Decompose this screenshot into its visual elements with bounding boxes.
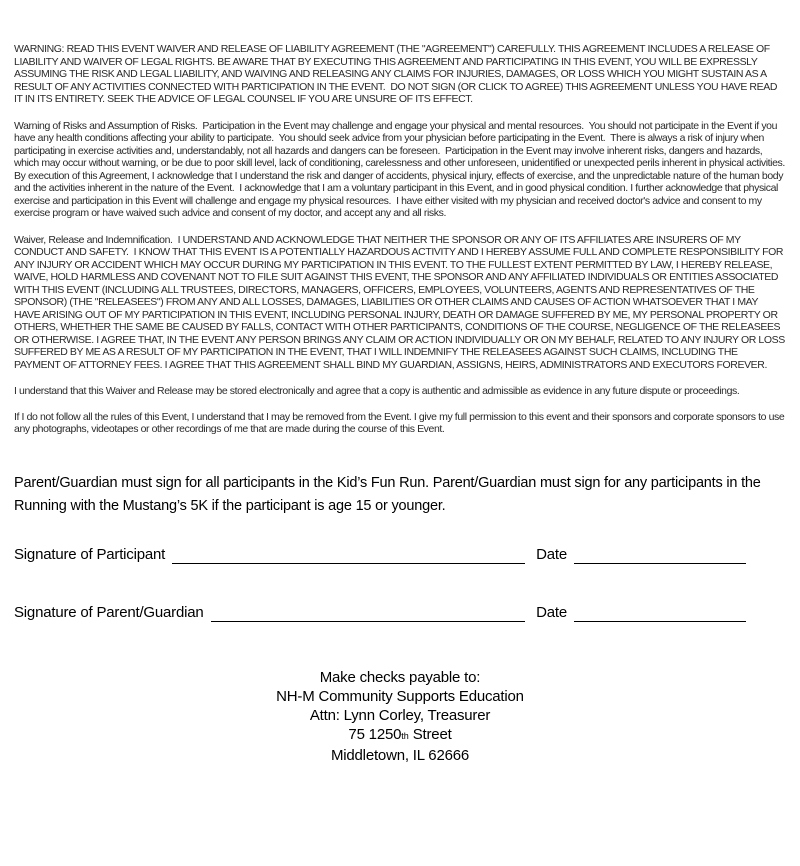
participant-date-line[interactable] bbox=[574, 548, 746, 564]
participant-signature-label: Signature of Participant bbox=[14, 545, 166, 563]
release-indemnification-paragraph: Waiver, Release and Indemnification. I UNDERSTAND AND ACKNOWLEDGE THAT NEITHER THE SPONSOR OR ANY OF ITS AFFILIATES ARE INSURERS OF MY CONDUCT AND SAFETY. I KNOW THAT THIS EVENT IS A POTENTIALLY HAZARDOUS ACTIVITY AND I HEREBY ASSUME FULL AND COMPLETE RESPONSIBILITY FOR ANY INJURY OR ACCIDENT WHICH MAY OCCUR DURING MY PARTICIPATION IN THIS EVENT. TO THE FULLEST EXTENT PERMITTED BY LAW, I HEREBY RELEASE, WAIVE, HOLD HARMLESS AND COVENANT NOT TO FILE SUIT AGAINST THIS EVENT, THE SPONSOR AND ANY AFFILIATED INDIVIDUALS OR ENTITIES ASSOCIATED WITH THIS EVENT (INCLUDING ALL TRUSTEES, DIRECTORS, MANAGERS, OFFICERS, EMPLOYEES, VOLUNTEERS, AGENTS AND REPRESENTATIVES OF THE SPONSOR) (THE "RELEASEES") FROM ANY AND ALL LOSSES, DAMAGES, LIABILITIES OR OTHER CLAIMS AND CAUSES OF ACTION WHATSOEVER THAT I MAY HAVE ARISING OUT OF MY PARTICIPATION IN THIS EVENT, INCLUDING PERSONAL INJURY, DEATH OR DAMAGE SUFFERED BY ME, MY PERSONAL PROPERTY OR OTHERS, WHETHER THE SAME BE CAUSED BY FALLS, CONTACT WITH OTHER PARTICIPANTS, CONDITIONS OF THE COURSE, NEGLIGENCE OF THE RELEASEES OR OTHERWISE. I AGREE THAT, IN THE EVENT ANY PERSON BRINGS ANY CLAIM OR ACTION INDIVIDUALLY OR ON MY BEHALF, RELATED TO ANY INJURY OR LOSS SUFFERED BY ME AS A RESULT OF MY PARTICIPATION IN THE EVENT, THAT I WILL INDEMNIFY THE RELEASEES AGAINST SUCH CLAIMS, INCLUDING THE PAYMENT OF ATTORNEY FEES. I AGREE THAT THIS AGREEMENT SHALL BIND MY GUARDIAN, ASSIGNS, HEIRS, ADMINISTRATORS AND EXECUTORS FOREVER. bbox=[14, 233, 788, 371]
electronic-storage-paragraph: I understand that this Waiver and Release may be stored electronically and agree that a copy is authentic and admissible as evidence in any future dispute or proceedings. bbox=[14, 385, 740, 397]
participant-date-label: Date bbox=[536, 545, 567, 563]
risks-assumption-paragraph: Warning of Risks and Assumption of Risks. Participation in the Event may challenge and engage your physical and mental resources. You should not participate in the Event if you have any health conditions affecting your ability to participate. You should seek advice from your physician before participating in the Event. There is always a risk of injury when participating in exercise activities and, understandably, not all hazards and dangers can be foreseen. Participation in the Event may involve inherent risks, dangers and hazards, which may occur without warning, or be due to poor skill level, lack of conditioning, carelessness and other unforeseen, unidentified or unexpected perils inherent in physical activities. By execution of this Agreement, I acknowledge that I understand the risk and danger of accidents, physical injury, effects of exercise, and the unpredictable nature of the human body and the activities inherent in the nature of the Event. I acknowledge that I am a voluntary participant in this Event, and in good physical condition. I further acknowledge that physical exercise and participation in this Event will challenge and engage my physical resources. I have either visited with my physician and received doctor's advice and consent to my exercise program or have waived such advice and consent of my doctor, and accept any and all risks. bbox=[14, 119, 790, 219]
rules-media-paragraph: If I do not follow all the rules of this Event, I understand that I may be removed from the Event. I give my full permission to this event and their sponsors and corporate sponsors to use any photographs, videotapes or other recordings of me that are made during the course of this Event. bbox=[14, 410, 787, 435]
payee-name: NH-M Community Supports Education bbox=[276, 687, 524, 705]
participant-signature-line[interactable] bbox=[172, 548, 525, 564]
payment-instructions bbox=[14, 668, 786, 765]
checks-payable-heading: Make checks payable to: bbox=[319, 668, 481, 686]
warning-paragraph: WARNING: READ THIS EVENT WAIVER AND RELEASE OF LIABILITY AGREEMENT (THE "AGREEMENT") CAREFULLY. THIS AGREEMENT INCLUDES A RELEASE OF LIABILITY AND WAIVER OF LEGAL RIGHTS. BE AWARE THAT BY EXECUTING THIS AGREEMENT AND PARTICIPATING IN THIS EVENT, YOU WILL BE EXPRESSLY ASSUMING THE RISK AND LEGAL LIABILITY, AND WAIVING AND RELEASING ANY CLAIMS FOR INJURIES, DAMAGES, OR LOSS WHICH YOU MIGHT SUSTAIN AS A RESULT OF ANY ACTIVITIES CONNECTED WITH PARTICIPATION IN THE EVENT. DO NOT SIGN (OR CLICK TO AGREE) THIS AGREEMENT UNLESS YOU HAVE READ IT IN ITS ENTIRETY. SEEK THE ADVICE OF LEGAL COUNSEL IF YOU ARE UNSURE OF ITS EFFECT. bbox=[14, 43, 780, 105]
guardian-signature-row bbox=[14, 604, 746, 622]
city-state-zip-line: Middletown, IL 62666 bbox=[330, 746, 470, 764]
guardian-date-label: Date bbox=[536, 603, 567, 621]
street-address-line bbox=[14, 725, 786, 746]
street-name: Street bbox=[408, 725, 452, 743]
street-number: 75 1250 bbox=[348, 725, 402, 743]
attn-line: Attn: Lynn Corley, Treasurer bbox=[309, 706, 491, 724]
guardian-signature-label: Signature of Parent/Guardian bbox=[14, 603, 204, 621]
guardian-signing-note: Parent/Guardian must sign for all participants in the Kid’s Fun Run. Parent/Guardian must sign for any participants in the Running with the Mustang’s 5K if the participant is age 15 or younger. bbox=[14, 474, 765, 514]
street-ordinal-suffix: th bbox=[401, 730, 409, 741]
guardian-date-line[interactable] bbox=[574, 606, 746, 622]
guardian-signature-line[interactable] bbox=[211, 606, 526, 622]
participant-signature-row bbox=[14, 546, 746, 564]
